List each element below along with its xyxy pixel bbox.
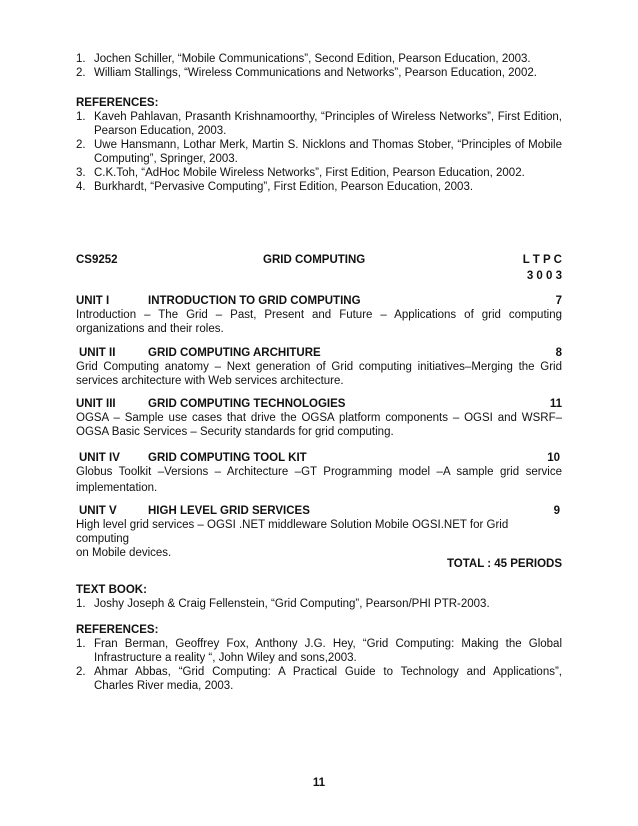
references-section-2 bbox=[76, 623, 562, 693]
list-item: 1. Kaveh Pahlavan, Prasanth Krishnamoorthy, “Principles of Wireless Networks”, First Edition, Pearson Education, 2003. bbox=[76, 111, 562, 137]
unit-description: Introduction – The Grid – Past, Present and Future – Applications of grid computing bbox=[76, 309, 562, 321]
references-heading: REFERENCES: bbox=[76, 624, 159, 636]
textbook-section bbox=[76, 583, 562, 611]
list-item: 4. Burkhardt, “Pervasive Computing”, First Edition, Pearson Education, 2003. bbox=[76, 181, 474, 193]
unit-code: UNIT I bbox=[76, 295, 110, 307]
course-code: CS9252 bbox=[76, 254, 118, 266]
unit-heading bbox=[76, 451, 562, 465]
unit-code: UNIT II bbox=[79, 347, 116, 359]
unit-block: UNIT II GRID COMPUTING ARCHITURE 8 Grid Computing anatomy – Next generation of Grid computing initiatives–Merging the Grid services architecture with Web services architecture. bbox=[76, 347, 562, 387]
unit-title: GRID COMPUTING TOOL KIT bbox=[148, 452, 307, 464]
ltpc-values: 3 0 0 3 bbox=[526, 270, 562, 282]
unit-title: INTRODUCTION TO GRID COMPUTING bbox=[148, 295, 361, 307]
unit-title: HIGH LEVEL GRID SERVICES bbox=[148, 505, 310, 517]
page-number: 11 bbox=[312, 777, 326, 789]
unit-heading bbox=[76, 294, 562, 308]
previous-textbook-list bbox=[76, 52, 562, 80]
unit-description: High level grid services – OGSI .NET middleware Solution Mobile OGSI.NET for Grid computing bbox=[76, 519, 509, 545]
textbook-heading: TEXT BOOK: bbox=[76, 584, 147, 596]
unit-heading bbox=[76, 346, 562, 360]
unit-description: OGSA – Sample use cases that drive the OGSA platform components – OGSI and WSRF– bbox=[76, 412, 562, 424]
list-item: 2. Uwe Hansmann, Lothar Merk, Martin S. Nicklons and Thomas Stober, “Principles of Mobile Computing”, Springer, 2003. bbox=[76, 139, 562, 165]
unit-code: UNIT IV bbox=[79, 452, 120, 464]
unit-hours: 8 bbox=[555, 347, 562, 359]
unit-block: UNIT V HIGH LEVEL GRID SERVICES 9 High level grid services – OGSI .NET middleware Solution Mobile OGSI.NET for Grid computing on Mobile devices. bbox=[76, 505, 560, 559]
unit-block: UNIT III GRID COMPUTING TECHNOLOGIES 11 OGSA – Sample use cases that drive the OGSA platform components – OGSI and WSRF– OGSA Basic Services – Security standards for grid computing. bbox=[76, 398, 562, 438]
ltpc-header: L T P C bbox=[522, 254, 562, 266]
unit-heading bbox=[76, 504, 562, 518]
references-heading: REFERENCES: bbox=[76, 97, 159, 109]
unit-hours: 7 bbox=[555, 295, 562, 307]
unit-hours: 9 bbox=[553, 505, 560, 517]
unit-description: Grid Computing anatomy – Next generation of Grid computing initiatives–Merging the Grid bbox=[76, 361, 562, 373]
unit-title: GRID COMPUTING TECHNOLOGIES bbox=[148, 398, 346, 410]
unit-heading bbox=[76, 397, 562, 411]
course-title: GRID COMPUTING bbox=[263, 254, 366, 266]
list-item: 1. Fran Berman, Geoffrey Fox, Anthony J.G. Hey, “Grid Computing: Making the Global Infrastructure a reality “, John Wiley and sons,2003. bbox=[76, 638, 562, 664]
total-periods: TOTAL : 45 PERIODS bbox=[446, 558, 562, 570]
unit-block: UNIT I INTRODUCTION TO GRID COMPUTING 7 Introduction – The Grid – Past, Present and Future – Applications of grid computing organizations and their roles. bbox=[76, 295, 562, 335]
references-section-1 bbox=[76, 96, 562, 194]
list-item: 1. Jochen Schiller, “Mobile Communications”, Second Edition, Pearson Education, 2003. bbox=[76, 53, 531, 65]
list-item: 1. Joshy Joseph & Craig Fellenstein, “Grid Computing”, Pearson/PHI PTR-2003. bbox=[76, 598, 490, 610]
unit-code: UNIT III bbox=[76, 398, 116, 410]
unit-code: UNIT V bbox=[79, 505, 117, 517]
unit-hours: 10 bbox=[547, 452, 560, 464]
list-item: 3. C.K.Toh, “AdHoc Mobile Wireless Networks”, First Edition, Pearson Education, 2002. bbox=[76, 167, 525, 179]
unit-title: GRID COMPUTING ARCHITURE bbox=[148, 347, 321, 359]
unit-description: Globus Toolkit –Versions – Architecture –GT Programming model –A sample grid service bbox=[76, 466, 562, 478]
list-item: 2. William Stallings, “Wireless Communications and Networks”, Pearson Education, 2002. bbox=[76, 67, 537, 79]
course-header bbox=[76, 253, 562, 283]
unit-block: UNIT IV GRID COMPUTING TOOL KIT 10 Globus Toolkit –Versions – Architecture –GT Programming model –A sample grid service implementation. bbox=[76, 452, 562, 494]
list-item: 2. Ahmar Abbas, “Grid Computing: A Practical Guide to Technology and Applications”, Charles River media, 2003. bbox=[76, 666, 562, 692]
unit-hours: 11 bbox=[549, 398, 562, 410]
